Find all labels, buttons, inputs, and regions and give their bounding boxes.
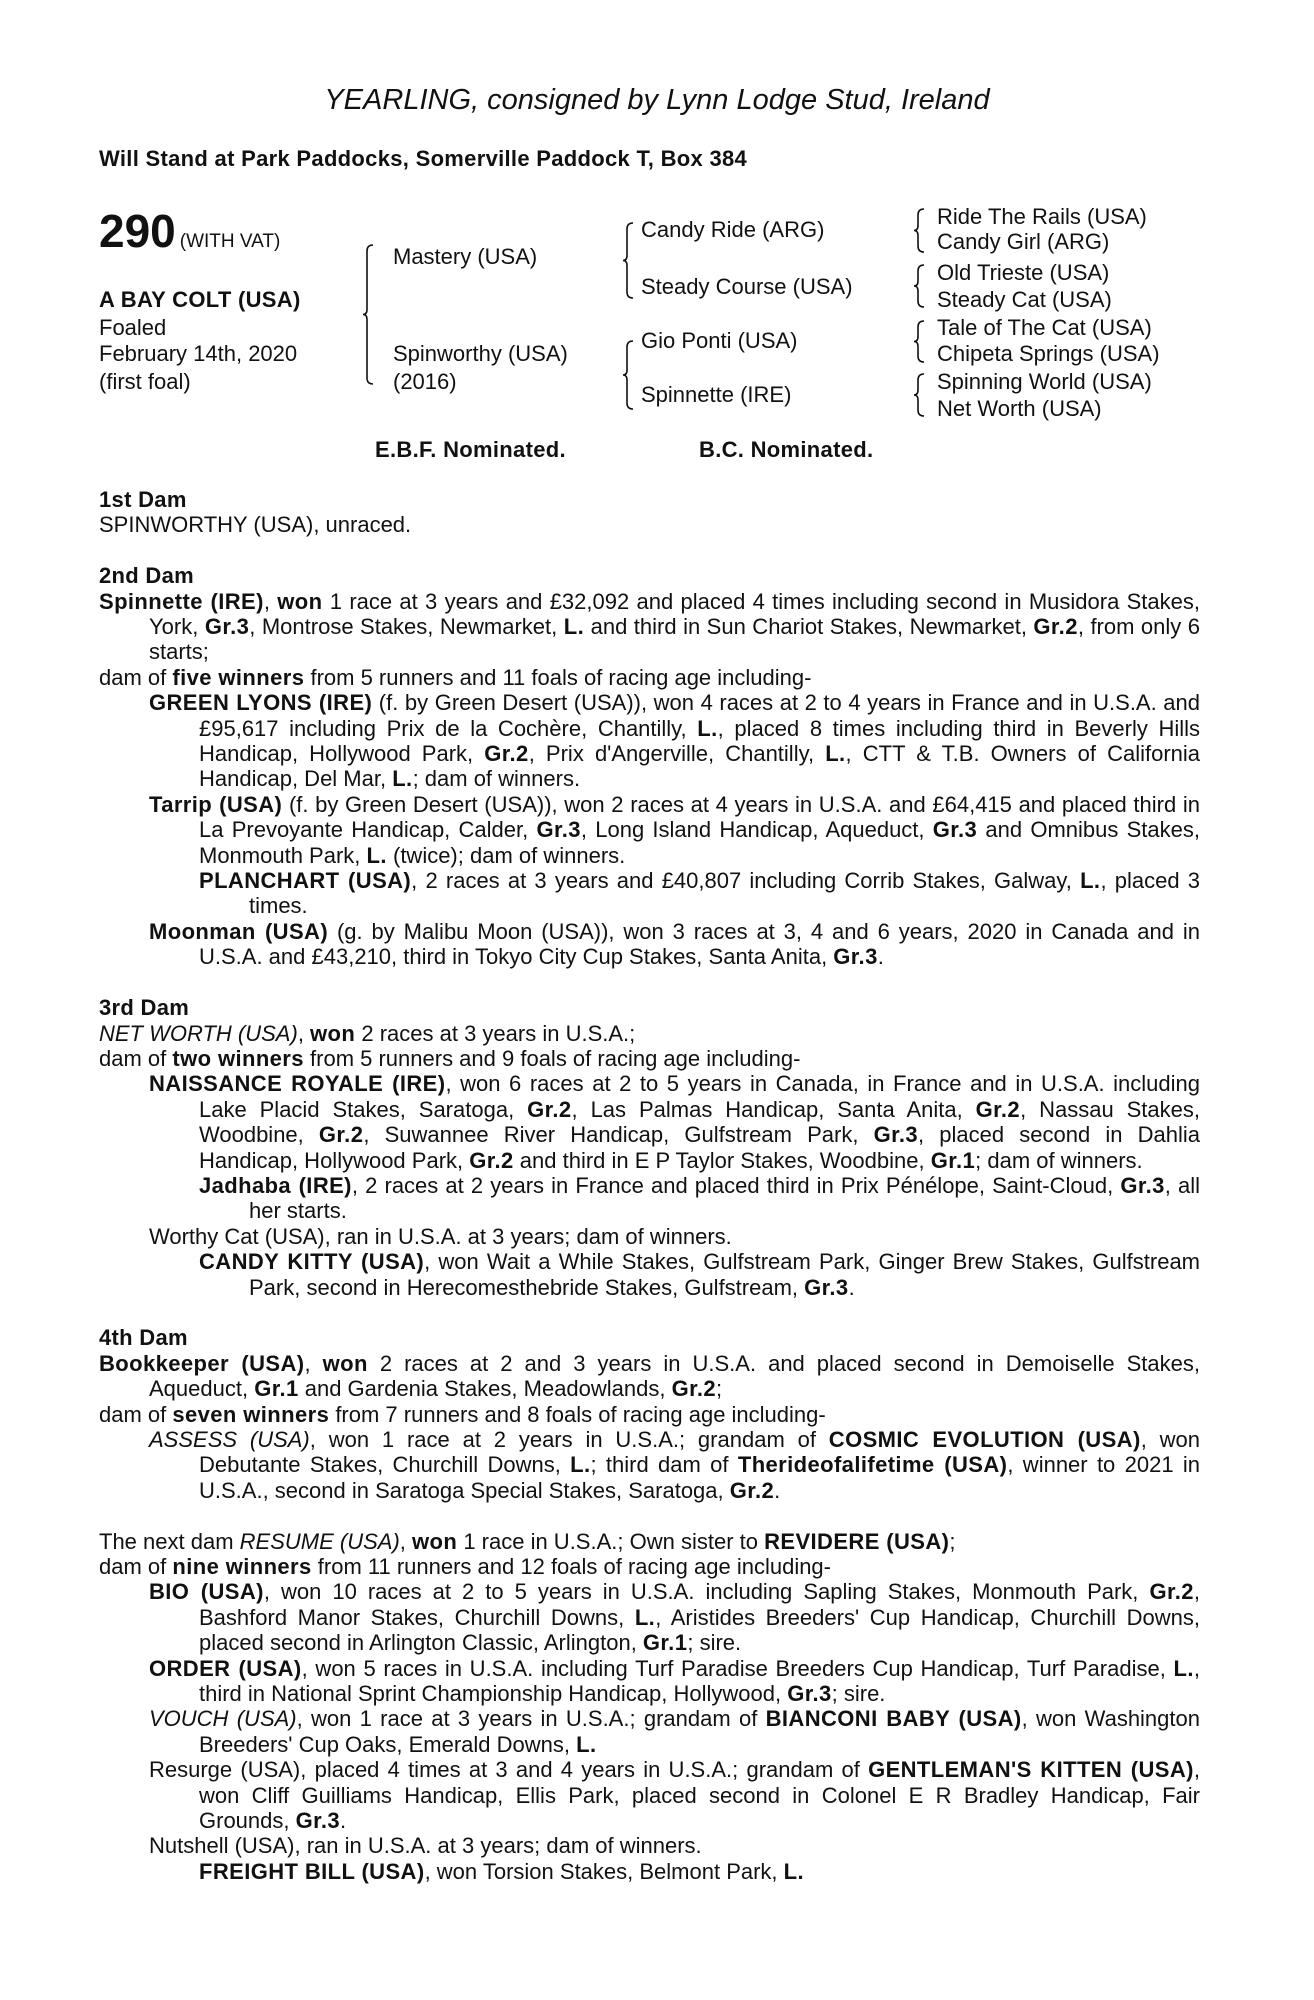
- record-entry: [99, 1529, 1200, 1554]
- foaled-label: Foaled: [99, 315, 167, 340]
- record-entry: [99, 919, 1200, 970]
- bold-text: Gr.2: [527, 1096, 572, 1122]
- curly-brace-icon: [623, 222, 633, 299]
- text: from 5 runners and 11 foals of racing age including-: [304, 664, 812, 690]
- pedigree-gen3: Net Worth (USA): [937, 396, 1102, 421]
- bold-text: Tarrip (USA): [149, 791, 283, 817]
- bold-text: Gr.1: [930, 1147, 976, 1173]
- bold-text: Gr.2: [484, 741, 529, 767]
- text: ;: [949, 1528, 956, 1554]
- text: 2 races at 3 years in U.S.A.;: [355, 1020, 636, 1046]
- bold-text: Gr.3: [295, 1808, 341, 1834]
- vat-note: (WITH VAT): [179, 231, 281, 252]
- record-entry: [99, 1173, 1200, 1224]
- text: , 2 races at 2 years in France and placed third in Prix Pénélope, Saint-Cloud,: [351, 1172, 1121, 1198]
- text: , placed second in Dahlia Handicap, Hollywood Park,: [199, 1122, 1200, 1173]
- record-entry: [99, 512, 1200, 537]
- text: (f. by Green Desert (USA)), won 2 races at 4 years in U.S.A. and £64,415 and placed third in La Prevoyante Handicap, Calder,: [199, 791, 1200, 843]
- record-entry: [99, 1351, 1200, 1402]
- text: , won Torsion Stakes, Belmont Park,: [424, 1858, 784, 1884]
- bold-text: seven winners: [172, 1401, 330, 1427]
- bold-text: Gr.1: [254, 1376, 299, 1402]
- pedigree-dam-sire: Gio Ponti (USA): [641, 328, 798, 353]
- text: , placed 8 times including third in Beverly Hills Handicap, Hollywood Park,: [199, 715, 1201, 767]
- text: (f. by Green Desert (USA)), won 4 races at 2 to 4 years in France and in U.S.A. and £95,617 including Prix de la Cochère, Chantilly,: [199, 690, 1200, 741]
- bold-text: won: [412, 1528, 458, 1554]
- dam-section: [99, 1325, 1200, 1503]
- pedigree-gen3: Old Trieste (USA): [937, 260, 1110, 285]
- section-heading: 1st Dam: [99, 487, 187, 512]
- text: , winner to 2021 in U.S.A., second in Saratoga Special Stakes, Saratoga,: [199, 1452, 1201, 1503]
- bold-text: Moonman (USA): [149, 918, 329, 944]
- text: dam of: [99, 1554, 173, 1579]
- bold-text: CANDY KITTY (USA): [199, 1249, 425, 1275]
- record-entry: [99, 1706, 1200, 1757]
- text: , from only 6 starts;: [149, 614, 1201, 665]
- pedigree-dam-year: (2016): [393, 369, 457, 394]
- text: ,: [263, 588, 278, 614]
- bold-text: two winners: [172, 1045, 304, 1071]
- bold-text: BIO (USA): [149, 1579, 264, 1605]
- record-entry: [99, 665, 1200, 690]
- text: .: [848, 1274, 855, 1300]
- record-entry: [99, 1071, 1200, 1173]
- pedigree-dam-dam: Spinnette (IRE): [641, 382, 792, 407]
- text: and third in E P Taylor Stakes, Woodbine,: [513, 1147, 931, 1173]
- curly-brace-icon: [623, 340, 633, 410]
- text: , won 10 races at 2 to 5 years in U.S.A. including Sapling Stakes, Monmouth Park,: [263, 1579, 1150, 1605]
- bold-text: L.: [1173, 1655, 1194, 1681]
- bold-text: GREEN LYONS (IRE): [149, 690, 373, 716]
- bold-text: Jadhaba (IRE): [199, 1172, 352, 1198]
- text: Nutshell (USA), ran in U.S.A. at 3 years; dam of winners.: [149, 1833, 702, 1859]
- bold-text: Gr.2: [671, 1376, 717, 1402]
- text: , won 1 race at 2 years in U.S.A.; grandam of: [309, 1426, 829, 1452]
- dam-section: [99, 1529, 1200, 1885]
- pedigree-sire: Mastery (USA): [393, 244, 538, 269]
- bold-text: Gr.3: [536, 817, 581, 843]
- curly-brace-icon: [914, 320, 924, 363]
- pedigree-dam: Spinworthy (USA): [393, 341, 568, 366]
- text: ; sire.: [831, 1681, 886, 1707]
- text: The next dam: [99, 1528, 240, 1554]
- bold-text: L.: [392, 766, 413, 792]
- bold-text: L.: [576, 1731, 597, 1757]
- bold-text: Gr.2: [469, 1147, 514, 1173]
- text: , won Cliff Guilliams Handicap, Ellis Park, placed second in Colonel E R Bradley Handicap, Fair Grounds,: [199, 1757, 1200, 1834]
- record-entry: [99, 1579, 1200, 1655]
- foal-note: (first foal): [99, 369, 191, 394]
- text: , Aristides Breeders' Cup Handicap, Churchill Downs, placed second in Arlington Classic, Arlington,: [199, 1604, 1200, 1656]
- italic-text: ASSESS (USA): [149, 1426, 310, 1452]
- text: 1 race at 3 years and £32,092 and placed 4 times including second in Musidora Stakes, York,: [149, 588, 1200, 640]
- record-entry: [99, 1757, 1200, 1833]
- text: , Nassau Stakes, Woodbine,: [199, 1096, 1200, 1148]
- curly-brace-icon: [914, 264, 924, 308]
- text: ; dam of winners.: [412, 766, 581, 792]
- text: .: [774, 1477, 781, 1503]
- lot-number: [99, 206, 280, 267]
- text: SPINWORTHY (USA), unraced.: [99, 512, 412, 538]
- record-entry: [99, 1224, 1200, 1249]
- section-heading: 3rd Dam: [99, 995, 190, 1021]
- italic-text: RESUME (USA): [239, 1528, 400, 1554]
- record-entry: [99, 1656, 1200, 1707]
- bold-text: NAISSANCE ROYALE (IRE): [149, 1071, 446, 1097]
- pedigree-gen3: Steady Cat (USA): [937, 287, 1112, 312]
- record-entry: [99, 1249, 1200, 1300]
- text: , placed 3 times.: [249, 868, 1200, 919]
- dam-section: [99, 487, 1200, 538]
- text: ; sire.: [687, 1630, 742, 1656]
- italic-text: NET WORTH (USA): [99, 1020, 298, 1046]
- text: from 5 runners and 9 foals of racing age including-: [303, 1045, 801, 1071]
- bold-text: Gr.2: [975, 1096, 1021, 1122]
- text: ,: [399, 1528, 412, 1554]
- text: (twice); dam of winners.: [386, 842, 626, 868]
- curly-brace-icon: [363, 244, 373, 385]
- bold-text: ORDER (USA): [149, 1655, 302, 1681]
- curly-brace-icon: [914, 208, 924, 253]
- bold-text: Gr.3: [1120, 1172, 1165, 1198]
- record-entry: [99, 792, 1200, 868]
- text: , won Washington Breeders' Cup Oaks, Emerald Downs,: [199, 1706, 1200, 1757]
- produce-record: [99, 487, 1200, 1910]
- text: from 7 runners and 8 foals of racing age including-: [329, 1401, 826, 1427]
- pedigree-gen3: Tale of The Cat (USA): [937, 315, 1152, 340]
- text: , won 5 races in U.S.A. including Turf Paradise Breeders Cup Handicap, Turf Paradise,: [301, 1655, 1174, 1681]
- record-entry: [99, 690, 1200, 792]
- text: ,: [304, 1350, 323, 1376]
- text: Worthy Cat (USA), ran in U.S.A. at 3 years; dam of winners.: [149, 1223, 732, 1249]
- bold-text: L.: [570, 1452, 591, 1478]
- text: Resurge (USA), placed 4 times at 3 and 4 years in U.S.A.; grandam of: [149, 1757, 869, 1783]
- record-entry: [99, 1554, 1200, 1579]
- text: , Montrose Stakes, Newmarket,: [249, 614, 564, 640]
- bold-text: Gr.3: [873, 1122, 919, 1148]
- record-entry: [99, 1833, 1200, 1858]
- record-entry: [99, 1402, 1200, 1427]
- bold-text: five winners: [172, 664, 305, 690]
- bold-text: COSMIC EVOLUTION (USA): [828, 1426, 1141, 1452]
- bold-text: won: [310, 1020, 356, 1046]
- text: ; dam of winners.: [975, 1147, 1143, 1173]
- bold-text: Gr.2: [1033, 614, 1078, 640]
- text: dam of: [99, 1401, 173, 1427]
- record-entry: [99, 1427, 1200, 1503]
- bold-text: Gr.3: [204, 614, 250, 640]
- bold-text: L.: [697, 715, 718, 741]
- bold-text: L.: [1080, 868, 1101, 894]
- text: , Suwannee River Handicap, Gulfstream Park,: [363, 1122, 874, 1148]
- text: , 2 races at 3 years and £40,807 including Corrib Stakes, Galway,: [411, 868, 1081, 894]
- pedigree-gen3: Candy Girl (ARG): [937, 229, 1110, 254]
- bold-text: L.: [366, 842, 387, 868]
- bold-text: Therideofalifetime (USA): [737, 1452, 1008, 1478]
- bold-text: L.: [825, 741, 846, 767]
- text: , Bashford Manor Stakes, Churchill Downs,: [199, 1579, 1200, 1630]
- bold-text: Gr.2: [729, 1477, 775, 1503]
- curly-brace-icon: [914, 373, 924, 417]
- text: , won 6 races at 2 to 5 years in Canada, in France and in U.S.A. including Lake Placid Stakes, Saratoga,: [199, 1071, 1200, 1122]
- bold-text: Bookkeeper (USA): [99, 1350, 305, 1376]
- bold-text: Spinnette (IRE): [99, 588, 264, 614]
- text: ;: [716, 1376, 723, 1402]
- text: .: [340, 1808, 347, 1834]
- text: dam of: [99, 664, 173, 690]
- bold-text: PLANCHART (USA): [199, 868, 412, 894]
- bold-text: L.: [783, 1858, 805, 1884]
- text: and Gardenia Stakes, Meadowlands,: [298, 1376, 672, 1402]
- bold-text: Gr.1: [642, 1630, 688, 1656]
- text: and third in Sun Chariot Stakes, Newmarket,: [584, 614, 1034, 640]
- bold-text: nine winners: [172, 1554, 312, 1579]
- record-entry: [99, 868, 1200, 919]
- section-heading: 4th Dam: [99, 1325, 188, 1351]
- bc-nominated: B.C. Nominated.: [699, 437, 874, 462]
- bold-text: Gr.2: [1149, 1579, 1194, 1605]
- dam-section: [99, 563, 1200, 970]
- text: , won Wait a While Stakes, Gulfstream Park, Ginger Brew Stakes, Gulfstream Park, second in Herecomesthebride Stakes, Gulfstream,: [249, 1249, 1201, 1300]
- text: .: [877, 944, 884, 970]
- stand-location: Will Stand at Park Paddocks, Somerville Paddock T, Box 384: [99, 146, 748, 171]
- bold-text: won: [277, 588, 323, 614]
- pedigree-sire-dam: Steady Course (USA): [641, 274, 853, 299]
- bold-text: REVIDERE (USA): [764, 1528, 950, 1554]
- pedigree-gen3: Chipeta Springs (USA): [937, 341, 1160, 366]
- text: ,: [297, 1020, 311, 1046]
- bold-text: won: [322, 1350, 368, 1376]
- bold-text: Gr.3: [932, 817, 978, 843]
- text: ; third dam of: [590, 1452, 738, 1478]
- text: 2 races at 2 and 3 years in U.S.A. and placed second in Demoiselle Stakes, Aqueduct,: [149, 1350, 1200, 1402]
- record-entry: [99, 589, 1200, 665]
- pedigree-sire-sire: Candy Ride (ARG): [641, 217, 825, 242]
- foaled-date: February 14th, 2020: [99, 341, 298, 366]
- text: , Prix d'Angerville, Chantilly,: [528, 741, 826, 767]
- text: from 11 runners and 12 foals of racing age including-: [311, 1554, 831, 1579]
- bold-text: Gr.2: [318, 1122, 364, 1148]
- bold-text: Gr.3: [833, 944, 878, 970]
- text: , won 1 race at 3 years in U.S.A.; grandam of: [296, 1706, 766, 1732]
- text: , Las Palmas Handicap, Santa Anita,: [571, 1096, 976, 1122]
- text: , won Debutante Stakes, Churchill Downs,: [199, 1426, 1200, 1478]
- bold-text: FREIGHT BILL (USA): [199, 1858, 425, 1884]
- text: and Omnibus Stakes, Monmouth Park,: [199, 817, 1200, 868]
- record-entry: [99, 1021, 1200, 1046]
- text: 1 race in U.S.A.; Own sister to: [457, 1528, 765, 1554]
- bold-text: Gr.3: [804, 1274, 849, 1300]
- text: , Long Island Handicap, Aqueduct,: [580, 817, 933, 843]
- dam-section: [99, 995, 1200, 1300]
- record-entry: [99, 1859, 1200, 1884]
- page-title: YEARLING, consigned by Lynn Lodge Stud, Ireland: [324, 84, 990, 116]
- text: , all her starts.: [249, 1172, 1200, 1224]
- text: , third in National Sprint Championship Handicap, Hollywood,: [199, 1655, 1200, 1707]
- bold-text: Gr.3: [787, 1681, 832, 1707]
- record-entry: [99, 1046, 1200, 1071]
- bold-text: L.: [634, 1604, 656, 1630]
- text: , CTT & T.B. Owners of California Handicap, Del Mar,: [199, 741, 1201, 792]
- italic-text: VOUCH (USA): [149, 1706, 297, 1732]
- pedigree-gen3: Spinning World (USA): [937, 369, 1152, 394]
- horse-name: A BAY COLT (USA): [99, 287, 301, 312]
- pedigree-gen3: Ride The Rails (USA): [937, 204, 1147, 229]
- ebf-nominated: E.B.F. Nominated.: [375, 437, 566, 462]
- text: dam of: [99, 1045, 173, 1071]
- section-heading: 2nd Dam: [99, 563, 195, 589]
- bold-text: BIANCONI BABY (USA): [765, 1706, 1022, 1732]
- lot-number-value: 290: [99, 205, 176, 257]
- text: (g. by Malibu Moon (USA)), won 3 races at 3, 4 and 6 years, 2020 in Canada and in U.S.A. and £43,210, third in Tokyo City Cup Stakes, Santa Anita,: [199, 918, 1200, 970]
- bold-text: L.: [563, 614, 585, 640]
- bold-text: GENTLEMAN'S KITTEN (USA): [868, 1757, 1194, 1783]
